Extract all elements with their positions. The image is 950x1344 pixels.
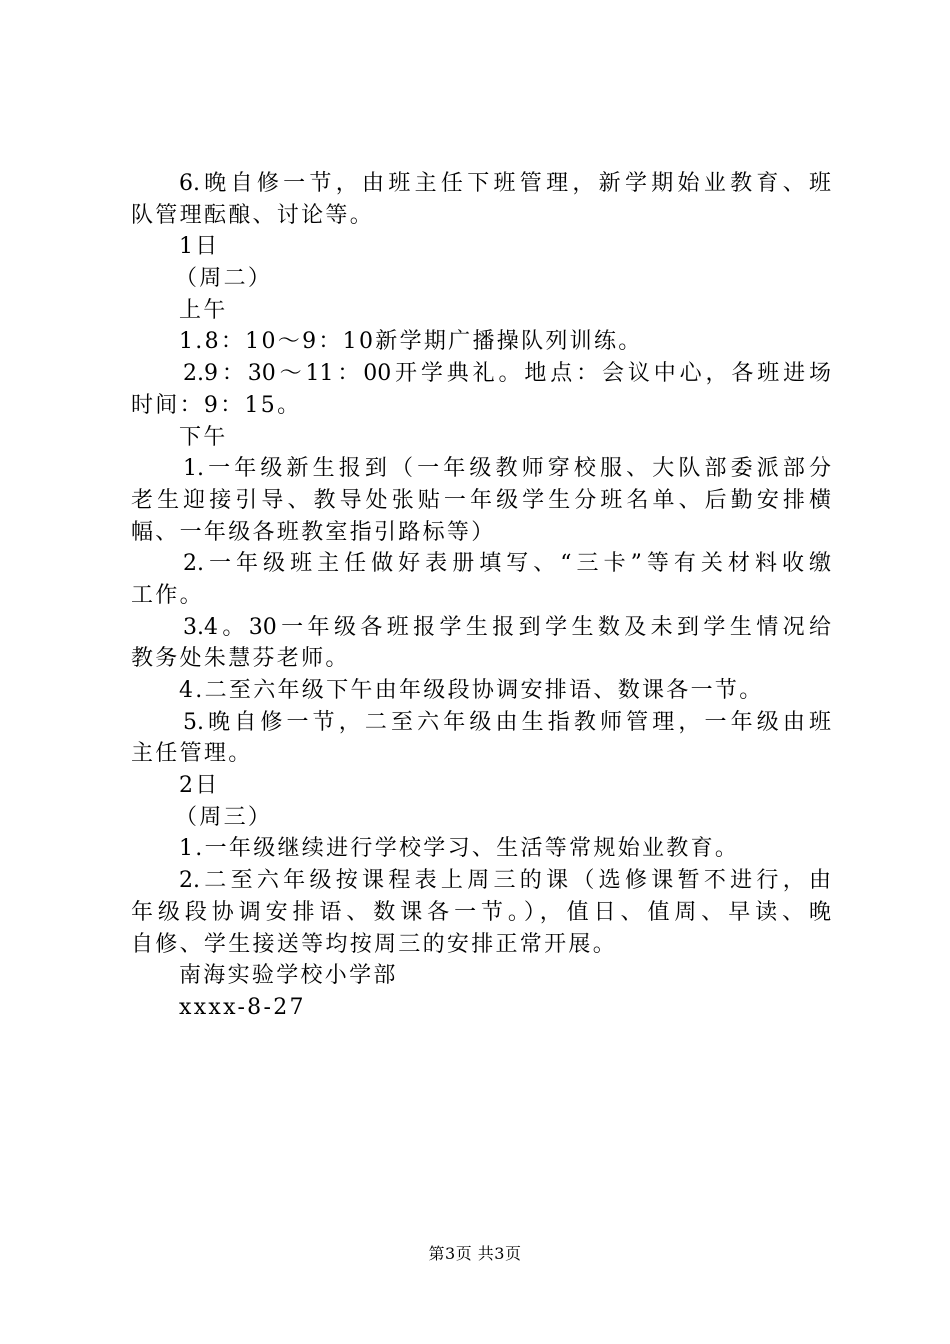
paragraph-line: 6.晚自修一节，由班主任下班管理，新学期始业教育、班 [179, 171, 831, 196]
paragraph-line: 1.一年级新生报到（一年级教师穿校服、大队部委派部分 [183, 456, 831, 482]
weekday-heading: （周三） [175, 804, 273, 830]
day-heading: 2日 [179, 773, 220, 799]
paragraph-line: 1.8：10～9：10新学期广播操队列训练。 [179, 329, 643, 355]
paragraph-line: 教务处朱慧芬老师。 [131, 646, 350, 672]
page-footer: 第3页 共3页 [428, 1244, 522, 1263]
paragraph-line: 队管理酝酿、讨论等。 [131, 202, 375, 228]
day-heading: 1日 [179, 234, 220, 260]
paragraph-line: 5.晚自修一节，二至六年级由生指教师管理，一年级由班 [183, 709, 831, 735]
paragraph-line: 幅、一年级各班教室指引路标等） [131, 519, 496, 545]
document-body [131, 168, 831, 1024]
paragraph-line: 老生迎接引导、教导处张贴一年级学生分班名单、后勤安排横 [131, 487, 831, 513]
paragraph-line: 自修、学生接送等均按周三的安排正常开展。 [131, 931, 618, 957]
signature-school: 南海实验学校小学部 [179, 963, 398, 989]
paragraph-line: 工作。 [131, 582, 204, 608]
paragraph-line: 1.一年级继续进行学校学习、生活等常规始业教育。 [179, 836, 740, 862]
session-heading: 下午 [179, 424, 228, 450]
paragraph-line: 4.二至六年级下午由年级段协调安排语、数课各一节。 [179, 678, 764, 703]
paragraph-line: 年级段协调安排语、数课各一节。），值日、值周、早读、晚 [131, 899, 831, 925]
paragraph-line: 时间：9：15。 [131, 392, 302, 418]
paragraph-line: 2.一年级班主任做好表册填写、“三卡”等有关材料收缴 [183, 551, 831, 577]
paragraph-line: 2.9：30～11：00开学典礼。地点：会议中心，各班进场 [183, 361, 831, 387]
paragraph-line: 2.二至六年级按课程表上周三的课（选修课暂不进行，由 [179, 868, 831, 894]
paragraph-line: 3.4。30一年级各班报学生报到学生数及未到学生情况给 [183, 614, 831, 640]
signature-date: xxxx-8-27 [179, 994, 306, 1020]
session-heading: 上午 [179, 297, 228, 323]
paragraph-line: 主任管理。 [131, 741, 253, 767]
weekday-heading: （周二） [175, 266, 273, 292]
